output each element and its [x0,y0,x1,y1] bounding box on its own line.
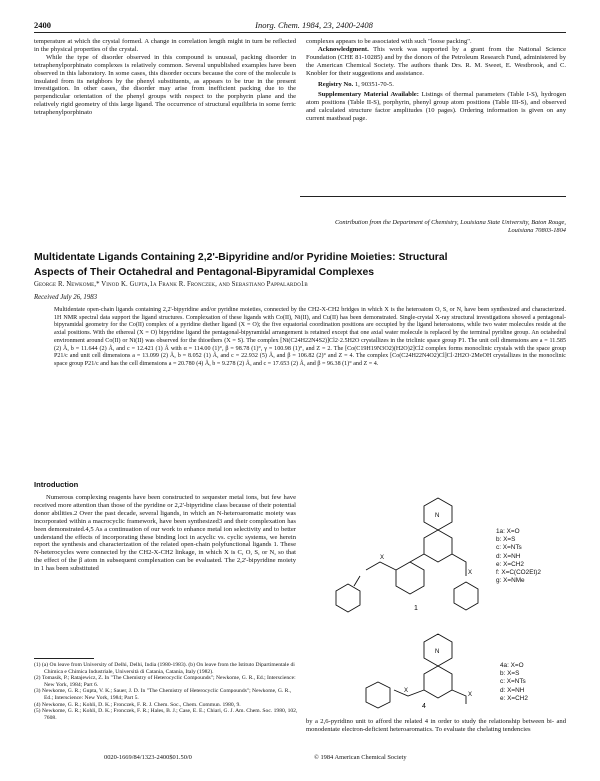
page-number: 2400 [34,20,51,30]
bridge-left [394,690,424,696]
x-label-right: X [468,692,473,698]
introduction-text [34,494,296,573]
nitrogen-label: N [435,649,440,655]
x-label-left: X [380,555,385,561]
paragraph: temperature at which the crystal formed. A change in correlation length might in turn be reflected in the physical properties of the crystal. [34,38,296,53]
copyright: © 1984 American Chemical Society [314,754,407,761]
bridge-left [366,562,396,570]
legend-entry: 1a: X=O [496,528,520,535]
article-title [34,251,566,280]
affiliation-rule [300,196,566,197]
terminal-pyridine-ring [336,584,360,612]
terminal-pyridine-ring [454,582,478,610]
affiliation: Contribution from the Department of Chemistry, Louisiana State University, Baton Rouge, Louisiana 70803-1804 [334,219,566,234]
left-top-column [34,38,296,117]
legend-entry: d: X=NH [496,552,521,560]
received-date: Received July 26, 1983 [34,294,98,301]
structure-4-drawing [318,630,488,710]
registry [306,81,566,89]
legend-entry: 4a: X=O [500,662,524,669]
footnote: (4) Newkome, G. R.; Kohli, D. K.; Fronczek, F. R. J. Chem. Soc., Chem. Commun. 1980, 9. [34,701,241,708]
supplementary [306,91,566,123]
bipyridine-ring [396,562,424,594]
legend-entry: b: X=S [500,670,520,678]
central-pyridine-ring [424,666,452,698]
x-label-right: X [468,570,473,576]
supp-label: Supplementary Material Available: [318,91,419,99]
compound-number: 1 [414,605,418,612]
compound-number: 4 [422,703,426,710]
supp-text: Listings of thermal parameters (Table I-S), hydrogen atom positions (Table II-S), porphyrin, phenyl group atom positions (Table III-S), and observed and calculated structure factor amplitudes (10 pages). Ordering information is given on any current masthead page. [306,91,567,123]
journal-citation: Inorg. Chem. 1984, 23, 2400-2408 [255,20,373,30]
structure-1-legend [496,528,541,585]
legend-entry: e: X=CH2 [500,694,528,702]
legend-entry: g: X=NMe [496,577,525,585]
authors: George R. Newkome,* Vinod K. Gupta,1a Frank R. Fronczek, and Sebastiano Pappalardo1b [34,281,308,288]
bipyridine-ring [424,530,452,562]
legend-entry: c: X=NTs [500,678,526,686]
header-rule [34,32,566,33]
ack-label: Acknowledgment. [318,45,369,53]
registry-text: 1, 90351-70-5. [354,80,394,88]
structure-1-drawing [318,490,488,640]
legend-entry: c: X=NTs [496,544,522,552]
introduction-heading: Introduction [34,480,79,489]
paragraph: While the type of disorder observed in this compound is unusual, packing disorder in tetraphenylporphinato complexes is relatively common. Several unpublished examples have been observed in this laboratory. In some cases, this disorder occurs because the core of the molecule is insulated from its neighbors by the phenyl substituents, as appears to be true in the present investigation. In other cases, the disorder may arise from inefficient packing due to the perpendicular orientation of the phenyl groups with respect to the porphyrin plane and the relatively rigid geometry of this large ligand. The occurrence of structural equilibria in some ferric tetraphenylporphinato [34,53,296,117]
footnote: (3) Newkome, G. R.; Gupta, V. K.; Sauer, J. D. In "The Chemistry of Heterocyclic Compounds"; Newkome, G. R., Ed.; Interscience: New York, 1984; Part 5. [34,688,292,701]
abstract: Multidentate open-chain ligands containing 2,2'-bipyridine and/or pyridine moieties, connected by the CH2-X-CH2 bridges in which X is the heteroatom O, S, or N, have been synthesized and characterized. 1H NMR spectral data support the ligand structures. Complexation of these ligands with Co(II), Ni(II), and Cu(II) has been demonstrated. Single-crystal X-ray structural investigations showed a pentagonal-bipyramidal geometry for the Co(II) complex of a pyridine diether ligand (X = O); the five equatorial coordination positions are occupied by the ligand heteroatoms, while two water molecules reside at the axial positions. With the ethereal (X = O) bipyridine ligand the pentagonal-bipyramidal arrangement is retained except that one axial water molecule is replaced by the terminal pyridine group. An octahedral environment around Co(II) or Ni(II) was observed for the thioethers (X = S). The complex [Ni(C24H22N4S2)]Cl2·2.5H2O crystallizes in the triclinic space group P1. The unit cell dimensions are a = 11.585 (2) Å, b = 11.644 (2) Å, and c = 12.421 (1) Å with α = 114.00 (1)°, β = 98.78 (1)°, γ = 100.98 (1)°, and Z = 2. The [Co(C19H19N3O2)(H2O)2]Cl2 complex forms monoclinic crystals with the space group P21/c and unit cell dimensions a = 13.099 (2) Å, b = 8.052 (1) Å, and c = 22.932 (5) Å, and β = 106.82 (2)° and Z = 4. The complex [Co(C24H22N4O2)Cl]Cl·2H2O·2MeOH crystallizes in the monoclinic space group P21/c and has the cell dimensions a = 20.780 (4) Å, b = 9.278 (2) Å, and c = 17.653 (2) Å, and β = 96.38 (1)° and Z = 4. [54,307,566,367]
paragraph: complexes appears to be associated with such "loose packing". [306,38,472,45]
paragraph: Numerous complexing reagents have been constructed to sequester metal ions, but few have received more attention than those of the pyridine or 2,2'-bipyridine class because of their potential donor abilities.2 Over the past decade, several ligands, in which an N-heteroaromatic moiety was incorporated within a macrocyclic framework, have been synthesized3 and their complexation has been demonstrated.4,5 As a continuation of our work to enhance metal ion selectivity and to better understand the effects of incorporating these binding loci in acyclic vs. cyclic systems, we herein report the synthesis and characterization of the related open-chain polyfunctional ligands 1. These N-heterocycles were connected by the CH2-X-CH2 linkage, in which X is C, O, S, or N, so that the effect of the β atom in subsequent complexation can be evaluated. The 2,2'-bipyridine moiety in 1 has been substituted [34,494,296,573]
footnote: (5) Newkome, G. R.; Kohli, D. K.; Fronczek, F. R.; Hales, B. J.; Case, E. E.; Chiari, G. J. Am. Chem. Soc. 1980, 102, 7608. [34,708,298,721]
title-line-2: Aspects of Their Octahedral and Pentagonal-Bipyramidal Complexes [34,266,375,278]
bridge-right [452,690,466,704]
x-label-left: X [404,688,409,694]
footnote-rule [34,658,94,659]
bridge-right [452,554,466,576]
right-bottom-text [306,718,566,734]
registry-label: Registry No. [318,80,354,88]
nitrogen-label: N [435,513,440,519]
footnote: (2) Tomasik, P.; Ratajewicz, Z. In "The Chemistry of Heterocyclic Compounds"; Newkome, G. R., Ed.; Interscience: New York, 1984; Part 6. [34,675,296,688]
legend-entry: e: X=CH2 [496,560,524,568]
title-line-1: Multidentate Ligands Containing 2,2'-Bipyridine and/or Pyridine Moieties: Structural [34,252,448,263]
legend-entry: b: X=S [496,536,516,544]
footnotes [34,662,298,721]
article-code: 0020-1669/84/1323-2400$01.50/0 [104,754,192,761]
structure-4-legend [500,662,528,703]
paragraph: by a 2,6-pyridino unit to afford the related 4 in order to study the relationship between bi- and monodentate electron-deficient heteroaromatics. To evaluate the chelating tendencies [306,718,566,733]
footnote: (1) (a) On leave from University of Delhi, Delhi, India (1980-1983). (b) On leave from the Istituto Dipartimentale di Chimica e Chimica Industriale, Università di Catania, Catania, Italy (1982). [34,662,295,675]
legend-entry: d: X=NH [500,686,525,694]
acknowledgment [306,46,566,78]
ack-text: This work was supported by a grant from the National Science Foundation (CHE 81-10285) and by the donors of the Petroleum Research Fund, administered by the American Chemical Society. The authors thank Drs. R. M. Sweet, E. Westbrook, and C. Knobler for their suggestions and assistance. [306,45,566,77]
legend-entry: f: X=C(CO2Et)2 [496,569,541,577]
right-top-column [306,38,566,123]
terminal-pyridine-ring [366,682,390,708]
